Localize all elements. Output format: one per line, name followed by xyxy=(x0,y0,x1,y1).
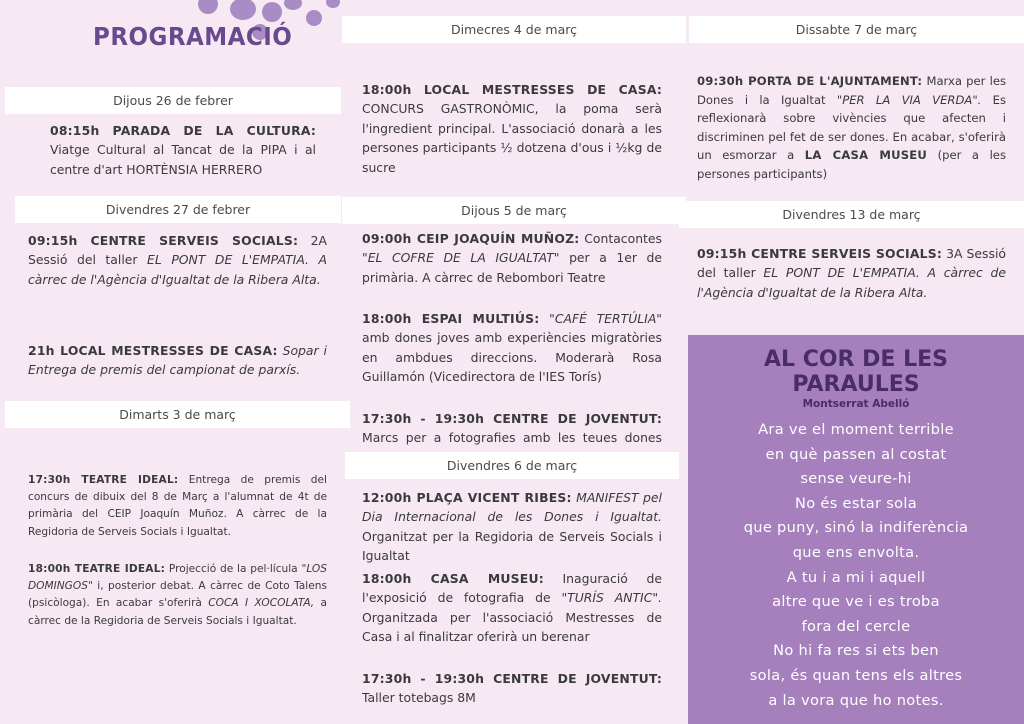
event-item: 08:15h PARADA DE LA CULTURA: Viatge Cultural al Tancat de la PIPA i al centre d'art HORTÈNSIA HERRERO xyxy=(50,123,316,177)
poem-title-line-1: AL COR DE LES xyxy=(764,347,948,372)
poem-line: A tu i a mi i aquell xyxy=(786,568,926,586)
page-title: PROGRAMACIÓ xyxy=(93,22,293,51)
event-item: 17:30h TEATRE IDEAL: Entrega de premis del concurs de dibuix del 8 de Març a l'alumnat de 4t de primària del CEIP Joaquín Muñoz. A càrrec de la Regidoria de Serveis Socials i Igualtat. xyxy=(28,474,327,538)
decorative-dot xyxy=(284,0,302,10)
poem-line: No és estar sola xyxy=(795,494,917,512)
event-item: 18:00h ESPAI MULTIÚS: "CAFÉ TERTÚLIA" amb dones joves amb experiències migratòries en ambdues direccions. Moderarà Rosa Guillamón (Vicedirectora de l'IES Torís) xyxy=(362,311,662,385)
day-header: Divendres 6 de març xyxy=(345,452,679,479)
day-header: Dijous 5 de març xyxy=(342,197,686,224)
decorative-dot xyxy=(306,10,322,26)
event-item: 17:30h - 19:30h CENTRE DE JOVENTUT: Taller totebags 8M xyxy=(362,671,662,706)
event-item: 18:00h CASA MUSEU: Inaguració de l'exposició de fotografia de "TURÍS ANTIC". Organitzada per l'associació Mestresses de Casa i al finalitzar oferirà un berenar xyxy=(362,571,662,645)
poem-panel xyxy=(688,335,1024,724)
decorative-dot xyxy=(262,2,282,22)
event-item: 09:15h CENTRE SERVEIS SOCIALS: 3A Sessió del taller EL PONT DE L'EMPATIA. A càrrec de l'Agència d'Igualtat de la Ribera Alta. xyxy=(697,246,1006,300)
poem-line: a la vora que ho notes. xyxy=(768,691,944,709)
event-item: 17:30h - 19:30h CENTRE DE JOVENTUT: Marcs per a fotografies amb les teues dones xyxy=(362,411,662,446)
day-header: Dijous 26 de febrer xyxy=(5,87,341,114)
decorative-dot xyxy=(198,0,218,14)
poem-line: que puny, sinó la indiferència xyxy=(743,519,969,537)
poem-line: sense veure-hi xyxy=(800,470,912,488)
poem-line: fora del cercle xyxy=(801,617,911,635)
poem-line: que ens envolta. xyxy=(792,544,920,561)
event-item: 21h LOCAL MESTRESSES DE CASA: Sopar i Entrega de premis del campionat de parxís. xyxy=(28,343,327,378)
poem-line: altre que ve i es troba xyxy=(772,593,940,611)
decorative-dot xyxy=(326,0,340,8)
day-header: Divendres 27 de febrer xyxy=(15,196,341,223)
poem-line: Ara ve el moment terrible xyxy=(758,421,954,438)
day-header: Dissabte 7 de març xyxy=(689,16,1024,43)
poem-author: Montserrat Abelló xyxy=(802,398,910,410)
day-header: Dimarts 3 de març xyxy=(5,401,350,428)
poem-title-line-2: PARAULES xyxy=(792,372,920,397)
event-item: 09:00h CEIP JOAQUÍN MUÑOZ: Contacontes "EL COFRE DE LA IGUALTAT" per a 1er de primària. A càrrec de Rebombori Teatre xyxy=(362,231,662,285)
event-item: 09:30h PORTA DE L'AJUNTAMENT: Marxa per les Dones i la Igualtat "PER LA VIA VERDA". Es reflexionarà sobre vivències que afecten i discriminen pel fet de ser dones. En acabar, s'oferirà un esmorzar a LA CASA MUSEU (per a les persones participants) xyxy=(697,74,1007,181)
day-header: Dimecres 4 de març xyxy=(342,16,686,43)
event-item: 18:00h LOCAL MESTRESSES DE CASA: CONCURS GASTRONÒMIC, la poma serà l'ingredient principal. L'associació donarà a les persones participants ½ dotzena d'ous i ½kg de sucre xyxy=(362,82,662,175)
day-header: Divendres 13 de març xyxy=(679,201,1024,228)
event-item: 18:00h TEATRE IDEAL: Projecció de la pel·lícula "LOS DOMINGOS" i, posterior debat. A càrrec de Coto Talens (psicòloga). En acabar s'oferirà COCA I XOCOLATA, a càrrec de la Regidoria de Serveis Socials i Igualtat. xyxy=(28,563,327,627)
poem-line: No hi fa res si ets ben xyxy=(773,642,939,660)
event-item: 09:15h CENTRE SERVEIS SOCIALS: 2A Sessió del taller EL PONT DE L'EMPATIA. A càrrec de l'Agència d'Igualtat de la Ribera Alta. xyxy=(28,233,327,287)
poem-line: en què passen al costat xyxy=(765,445,947,463)
poem-line: sola, és quan tens els altres xyxy=(749,667,963,684)
decorative-dot xyxy=(230,0,256,20)
event-item: 12:00h PLAÇA VICENT RIBES: MANIFEST pel Dia Internacional de les Dones i Igualtat. Organitzat per la Regidoria de Serveis Socials i Igualtat xyxy=(362,490,662,564)
